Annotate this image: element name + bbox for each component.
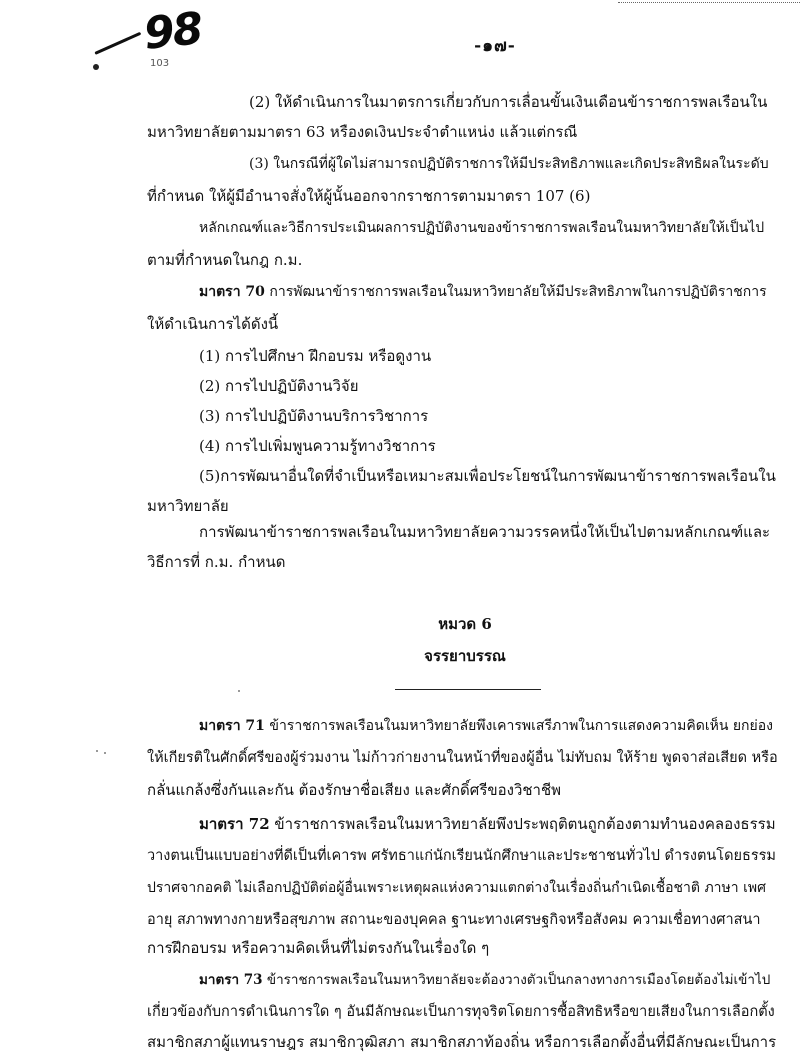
section-70-text: การพัฒนาข้าราชการพลเรือนในมหาวิทยาลัยให้มีประสิทธิภาพในการปฏิบัติราชการ [269,284,767,300]
chapter-title: จรรยาบรรณ [424,647,506,665]
paragraph-line: มหาวิทยาลัย [147,497,229,515]
paragraph-line: กลั่นแกล้งซึ่งกันและกัน ต้องรักษาชื่อเสียง และศักดิ์ศรีของวิชาชีพ [147,781,562,799]
paragraph-line: การพัฒนาข้าราชการพลเรือนในมหาวิทยาลัยความวรรคหนึ่งให้เป็นไปตามหลักเกณฑ์และ [199,523,771,541]
scan-speck [96,750,98,752]
scan-speck [238,690,240,692]
section-71-label: มาตรา 71 [199,718,265,734]
paragraph-line: ที่กำหนด ให้ผู้มีอำนาจสั่งให้ผู้นั้นออกจากราชการตามมาตรา 107 (6) [147,187,591,205]
chapter-number: หมวด 6 [438,615,492,633]
paragraph-line: วิธีการที่ ก.ม. กำหนด [147,553,286,571]
paragraph-line: มหาวิทยาลัยตามมาตรา 63 หรืองดเงินประจำตำแหน่ง แล้วแต่กรณี [147,123,578,141]
paragraph-line: การฝึกอบรม หรือความคิดเห็นที่ไม่ตรงกันในเรื่องใด ๆ [147,939,490,957]
paragraph-line: เกี่ยวข้องกับการดำเนินการใด ๆ อันมีลักษณะเป็นการทุจริตโดยการซื้อสิทธิหรือขายเสียงในการเลือกตั้ง [147,1004,775,1020]
paragraph-line: ให้เกียรติในศักดิ์ศรีของผู้ร่วมงาน ไม่ก้าวก่ายงานในหน้าที่ของผู้อื่น ไม่ทับถม ให้ร้าย พูดจาส่อเสียด หรือ [147,750,778,766]
scan-speck [104,752,106,754]
list-item: (5)การพัฒนาอื่นใดที่จำเป็นหรือเหมาะสมเพื่อประโยชน์ในการพัฒนาข้าราชการพลเรือนใน [199,467,776,485]
paragraph-line: (3) ในกรณีที่ผู้ใดไม่สามารถปฏิบัติราชการให้มีประสิทธิภาพและเกิดประสิทธิผลในระดับ [249,156,769,172]
heading-divider [395,689,541,690]
paragraph-line: ให้ดำเนินการได้ดังนี้ [147,315,279,333]
page-number: -๑๗- [474,36,516,56]
paragraph-line: วางตนเป็นแบบอย่างที่ดีเป็นที่เคารพ ศรัทธาแก่นักเรียนนักศึกษาและประชาชนทั่วไป ดำรงตนโดยธรรม [147,848,776,864]
section-72-label: มาตรา 72 [199,815,270,833]
section-72-text: ข้าราชการพลเรือนในมหาวิทยาลัยพึงประพฤติตนถูกต้องตามทำนองคลองธรรม [274,815,776,833]
section-71-text: ข้าราชการพลเรือนในมหาวิทยาลัยพึงเคารพเสรีภาพในการแสดงความคิดเห็น ยกย่อง [269,718,773,734]
section-71-line [199,716,773,736]
handwritten-small-mark: 103 [150,58,170,69]
handwritten-page-number: 98 [141,3,204,60]
list-item: (4) การไปเพิ่มพูนความรู้ทางวิชาการ [199,437,436,455]
paragraph-line: สมาชิกสภาผู้แทนราษฎร สมาชิกวุฒิสภา สมาชิกสภาท้องถิ่น หรือการเลือกตั้งอื่นที่มีลักษณะเป็นการ [147,1033,777,1051]
list-item: (2) การไปปฏิบัติงานวิจัย [199,377,359,395]
paragraph-line: อายุ สภาพทางกายหรือสุขภาพ สถานะของบุคคล ฐานะทางเศรษฐกิจหรือสังคม ความเชื่อทางศาสนา [147,912,761,928]
paragraph-line: (2) ให้ดำเนินการในมาตรการเกี่ยวกับการเลื่อนขั้นเงินเดือนข้าราชการพลเรือนใน [249,93,768,111]
handwritten-dot [93,64,99,70]
paragraph-line: ปราศจากอคติ ไม่เลือกปฏิบัติต่อผู้อื่นเพราะเหตุผลแห่งความแตกต่างในเรื่องถิ่นกำเนิดเชื้อชาติ ภาษา เพศ [147,880,766,896]
section-70-line [199,282,767,302]
section-70-label: มาตรา 70 [199,284,265,300]
paragraph-line: หลักเกณฑ์และวิธีการประเมินผลการปฏิบัติงานของข้าราชการพลเรือนในมหาวิทยาลัยให้เป็นไป [199,220,765,236]
paragraph-line: ตามที่กำหนดในกฎ ก.ม. [147,251,303,269]
section-73-text: ข้าราชการพลเรือนในมหาวิทยาลัยจะต้องวางตัวเป็นกลางทางการเมืองโดยต้องไม่เข้าไป [266,972,771,988]
top-edge-rule [618,2,800,3]
section-73-line [199,970,770,990]
section-73-label: มาตรา 73 [199,972,263,988]
section-72-line [199,814,776,834]
list-item: (3) การไปปฏิบัติงานบริการวิชาการ [199,407,429,425]
list-item: (1) การไปศึกษา ฝึกอบรม หรือดูงาน [199,347,432,365]
